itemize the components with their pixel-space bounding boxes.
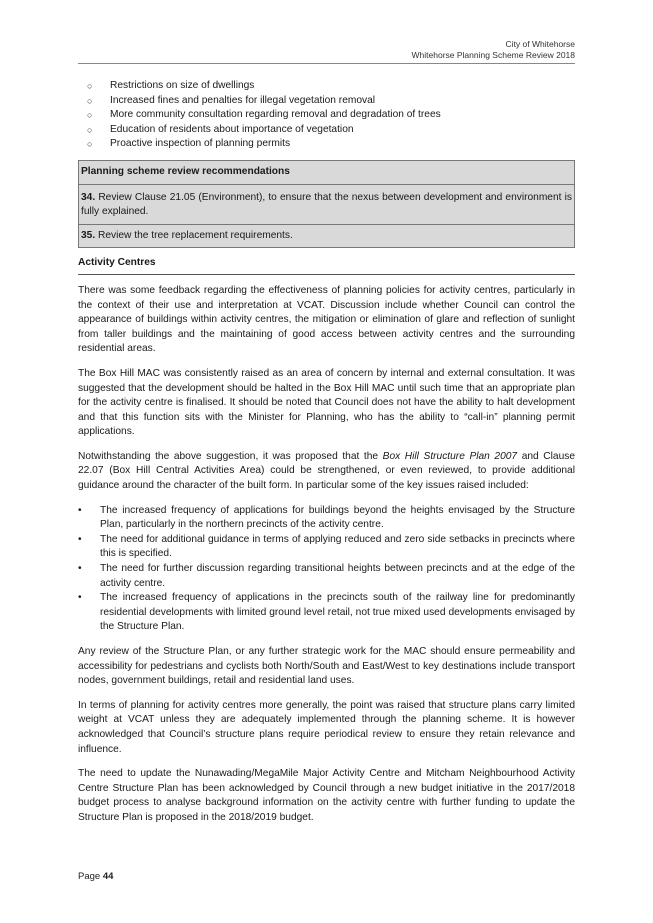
list-item: ○ Education of residents about importance of vegetation bbox=[78, 123, 575, 138]
paragraph: Notwithstanding the above suggestion, it was proposed that the Box Hill Structure Plan 2007 and Clause 22.07 (Box Hill Central Activities Area) could be strengthened, or even reviewed, to provide additional guidance around the character of the built form. In particular some of the key issues raised included: bbox=[78, 450, 575, 492]
page-footer bbox=[78, 871, 113, 882]
paragraph: There was some feedback regarding the effectiveness of planning policies for activity centres, particularly in the context of their use and interpretation at VCAT. Discussion include whether Council can control the appearance of buildings within activity centres, the mitigation or elimination of glare and reflection of sunlight from taller buildings and the maintaining of good access between activity centres and the surrounding residential areas. bbox=[78, 284, 575, 355]
list-item: ○ Proactive inspection of planning permits bbox=[78, 137, 575, 152]
circle-bullet-icon: ○ bbox=[87, 110, 93, 121]
recommendation-item bbox=[79, 185, 574, 224]
paragraph: The need to update the Nunawading/MegaMile Major Activity Centre and Mitcham Neighbourhood Activity Centre Structure Plan has been acknowledged by Council through a new budget initiative in the 2017/2018 budget process to analyse background information on the activity centre with further funding to update the Structure Plan is proposed in the 2018/2019 budget. bbox=[78, 768, 575, 823]
list-item: • The increased frequency of applications in the precincts south of the railway line for predominantly residential developments with limited ground level retail, not true mixed used developments envisaged by the Structure Plan. bbox=[78, 592, 575, 633]
bullet-icon: • bbox=[78, 533, 82, 545]
recommendation-text: Review the tree replacement requirements. bbox=[98, 229, 293, 241]
list-item: ○ More community consultation regarding removal and degradation of trees bbox=[78, 108, 575, 123]
header-divider bbox=[78, 63, 575, 64]
circle-bullet-icon: ○ bbox=[87, 95, 93, 106]
list-item: • The increased frequency of applications for buildings beyond the heights envisaged by the Structure Plan, particularly in the northern precincts of the activity centre. bbox=[78, 504, 575, 531]
list-item: ○ Restrictions on size of dwellings bbox=[78, 79, 575, 94]
paragraph: The Box Hill MAC was consistently raised as an area of concern by internal and external consultation. It was suggested that the development should be halted in the Box Hill MAC until such time that an appropriate plan for the activity centre is finalised. It should be noted that Council does not have the ability to halt development and that this function sits with the Minister for Planning, who has the ability to “call-in” planning permit applications. bbox=[78, 367, 575, 438]
recommendation-number: 34. bbox=[81, 191, 96, 203]
document-title-italic: Box Hill Structure Plan 2007 bbox=[382, 450, 518, 462]
recommendation-number: 35. bbox=[81, 229, 96, 241]
paragraph: Any review of the Structure Plan, or any further strategic work for the MAC should ensure permeability and accessibility for pedestrians and cyclists both North/South and East/West to key destinations include transport nodes, government buildings, retail and residential land uses. bbox=[78, 646, 575, 687]
recommendation-text: Review Clause 21.05 (Environment), to ensure that the nexus between development and environment is fully explained. bbox=[81, 191, 572, 218]
header-org: City of Whitehorse bbox=[505, 39, 575, 49]
key-issues-list bbox=[78, 504, 575, 635]
paragraph: In terms of planning for activity centres more generally, the point was raised that structure plans carry limited weight at VCAT unless they are adequately implemented through the planning scheme. It is however acknowledged that Council’s structure plans require periodical review to ensure they retain relevance and influence. bbox=[78, 699, 575, 755]
circle-bullet-icon: ○ bbox=[87, 124, 93, 135]
circle-bullet-icon: ○ bbox=[87, 139, 93, 150]
list-item: • The need for further discussion regarding transitional heights between precincts and at the edge of the activity centre. bbox=[78, 563, 575, 589]
header-doc-title: Whitehorse Planning Scheme Review 2018 bbox=[411, 50, 575, 60]
page-body bbox=[78, 79, 575, 836]
bullet-icon: • bbox=[78, 504, 82, 516]
list-item: ○ Increased fines and penalties for illegal vegetation removal bbox=[78, 94, 575, 109]
top-list bbox=[78, 79, 575, 152]
bullet-icon: • bbox=[78, 563, 82, 575]
circle-bullet-icon: ○ bbox=[87, 81, 93, 91]
section-heading: Activity Centres bbox=[78, 256, 575, 275]
recommendations-box bbox=[78, 160, 575, 248]
recommendation-item bbox=[79, 224, 574, 248]
page-number: 44 bbox=[102, 871, 114, 882]
recommendations-title: Planning scheme review recommendations bbox=[79, 161, 574, 185]
list-item: • The need for additional guidance in terms of applying reduced and zero side setbacks in precincts where this is specified. bbox=[78, 533, 575, 560]
bullet-icon: • bbox=[78, 592, 82, 604]
page-header bbox=[412, 39, 575, 61]
page-label: Page bbox=[78, 871, 101, 882]
